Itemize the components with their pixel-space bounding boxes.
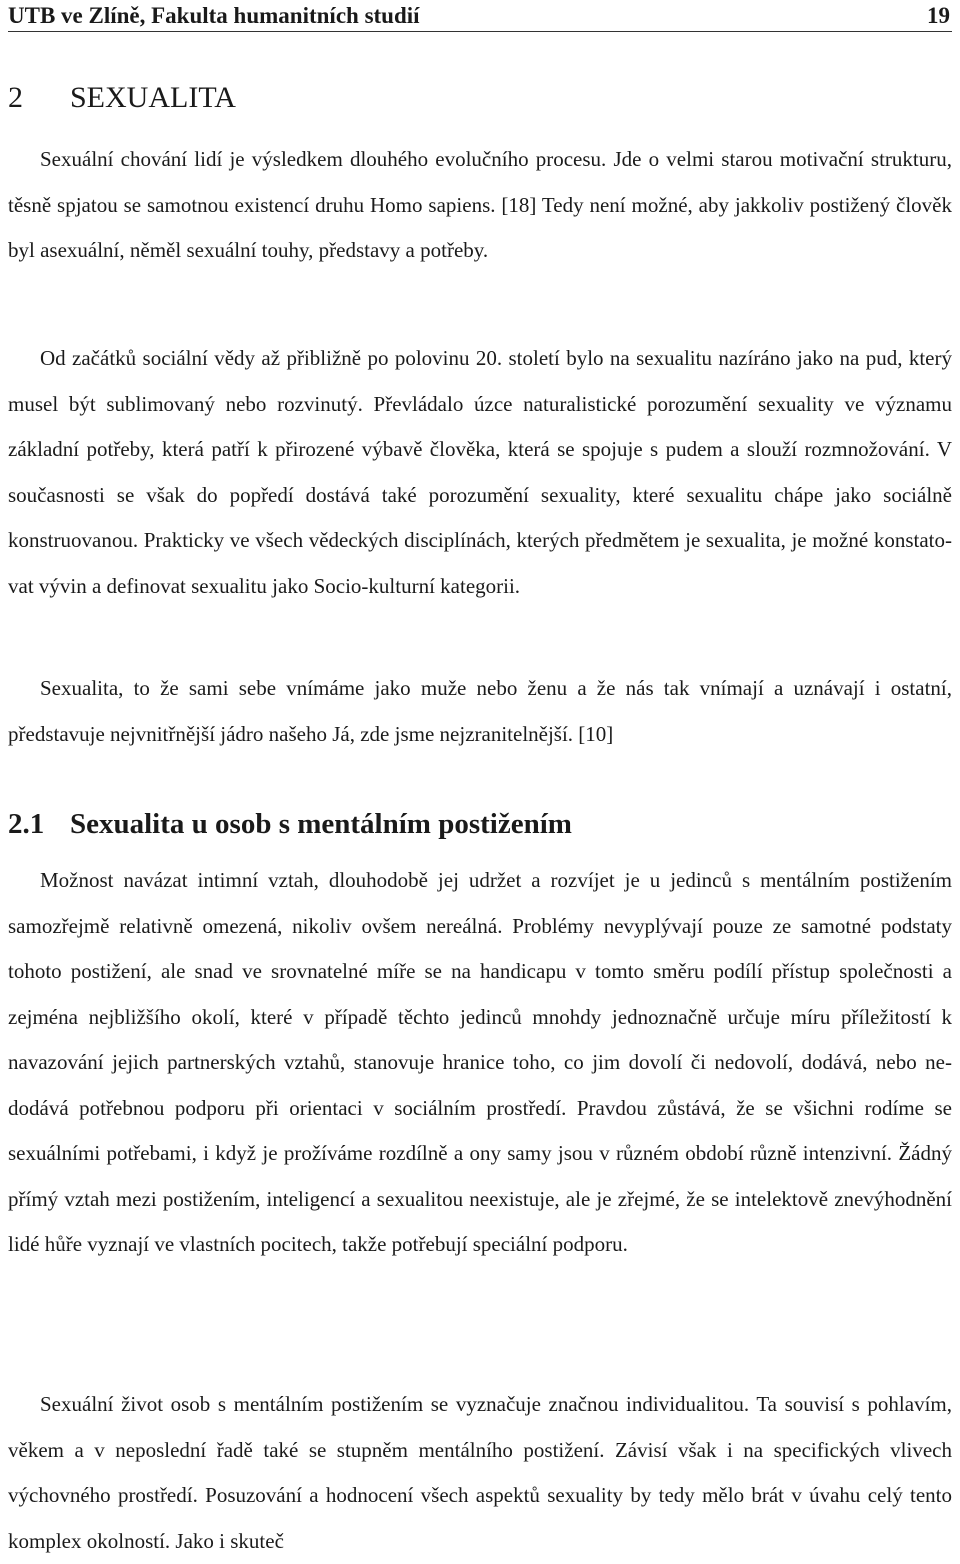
header-title: UTB ve Zlíně, Fakulta humanitních studií [8, 2, 420, 28]
paragraph: Sexualita, to že sami sebe vnímáme jako muže nebo ženu a že nás tak vnímají a uznávají i ostatní, představuje nejvnitřnější jádro našeho Já, zde jsme nejzranitelnější. [10] [8, 676, 952, 746]
section-heading [8, 804, 572, 844]
section-number: 2.1 [8, 808, 45, 840]
page-number: 19 [927, 2, 950, 28]
paragraph: Sexuální chování lidí je výsledkem dlouhého evolučního procesu. Jde o velmi starou motivační strukturu, těsně spjatou se samotnou existencí druhu Homo sapiens. [18] Tedy není možné, aby jakkoliv postižený člověk byl asexuální, něměl sexuální touhy, představy a potřeby. [8, 147, 952, 262]
paragraph: Od začátků sociální vědy až přibližně po polovinu 20. století bylo na sexualitu nazíráno jako na pud, který musel být sublimovaný nebo rozvinutý. Převládalo úzce naturalistické porozumění sexuality ve významu základní potřeby, která patří k přirozené výbavě člověka, která se spojuje s pudem a slouží rozmnožování. V současnosti se však do popředí dostává také porozumění sexuality, které sexualitu chápe jako sociálně konstruovanou. Prakticky ve všech vědeckých disciplínách, kterých předmětem je sexualita, je možné konstatovat vývin a definovat sexualitu jako Socio-kulturní kategorii. [8, 346, 952, 598]
paragraph: Možnost navázat intimní vztah, dlouhodobě jej udržet a rozvíjet je u jedinců s mentálním postižením samozřejmě relativně omezená, nikoliv ovšem nereálná. Problémy nevyplývají pouze ze samotné podstaty tohoto postižení, ale snad ve srovnatelné míře se na handicapu v tomto směru podílí přístup společnosti a zejména nejbližšího okolí, které v případě těchto jedinců mnohdy jednoznačně určuje míru příležitostí k navazování jejich partnerských vztahů, stanovuje hranice toho, co jim dovolí či nedovolí, dodává, nebo nedodává potřebnou podporu při orientaci v sociálním prostředí. Pravdou zůstává, že se všichni rodíme se sexuálními potřebami, i když je prožíváme rozdílně a ony samy jsou v různém období různě intenzivní. Žádný přímý vztah mezi postižením, inteligencí a sexualitou neexistuje, ale je zřejmé, že se intelektově znevýhodnění lidé hůře vyznají ve vlastních pocitech, takže potřebují speciální podporu. [8, 868, 952, 1256]
section-title: Sexualita u osob s mentálním postižením [70, 808, 572, 840]
chapter-heading [8, 78, 236, 118]
paragraph: Sexuální život osob s mentálním postižením se vyznačuje značnou individualitou. Ta souvisí s pohlavím, věkem a v neposlední řadě také se stupněm mentálního postižení. Závisí však i na specifických vlivech výchovného prostředí. Posuzování a hodnocení všech aspektů sexuality by tedy mělo brát v úvahu celý tento komplex okolností. Jako i skuteč [8, 1392, 952, 1553]
chapter-title: SEXUALITA [70, 81, 236, 114]
chapter-number: 2 [8, 81, 23, 114]
running-header [8, 0, 952, 32]
